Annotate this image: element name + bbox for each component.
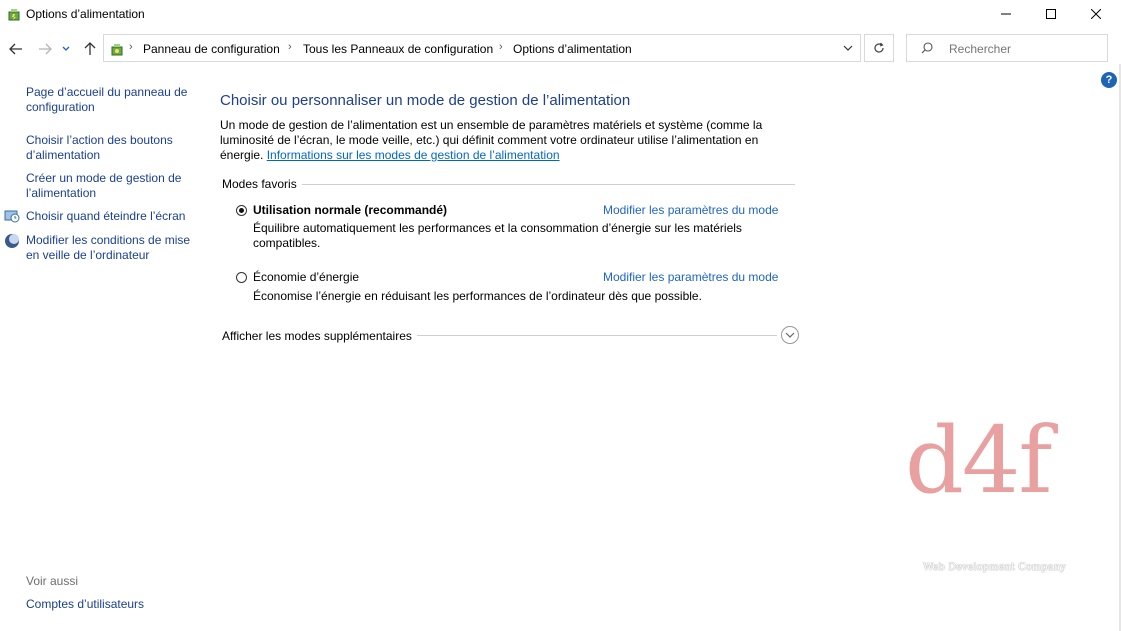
minimize-button[interactable] [983,0,1029,28]
up-button[interactable] [81,40,99,58]
plan-description-balanced: Équilibre automatiquement les performances et la consommation d’énergie sur les matériels compatibles. [253,221,742,250]
more-plans-divider [417,335,777,336]
refresh-button[interactable] [864,34,894,62]
plan-radio-balanced[interactable] [236,205,247,216]
chevron-right-icon: › [499,41,503,53]
watermark-tagline: Web Development Company [923,562,1066,573]
power-options-icon [6,6,22,22]
close-icon [1091,9,1101,19]
page-description [220,118,780,163]
chevron-right-icon: › [288,41,292,53]
sidebar-link-control-panel-home[interactable]: Page d’accueil du panneau de configuration [26,85,188,114]
chevron-right-icon: › [129,41,133,53]
favorites-label: Modes favoris [222,177,302,191]
chevron-down-icon [62,46,70,52]
plan-name-balanced[interactable]: Utilisation normale (recommandé) [253,203,448,217]
recent-locations-button[interactable] [60,40,72,58]
show-more-plans-label[interactable]: Afficher les modes supplémentaires [222,329,412,343]
description-text: Un mode de gestion de l’alimentation est un ensemble de paramètres matériels et système (comme la luminosité de l’écran, le mode veille, etc.) qui définit comment votre ordinateur utilise l’alimentation en énergie. [220,118,763,162]
plan-settings-link-power-saver[interactable]: Modifier les paramètres du mode [603,270,779,284]
plan-description-power-saver: Économise l’énergie en réduisant les performances de l’ordinateur dès que possible. [253,289,702,303]
plan-settings-link-balanced[interactable]: Modifier les paramètres du mode [603,203,779,217]
expand-more-plans-button[interactable] [781,326,799,344]
breadcrumb-all-control-panels[interactable]: Tous les Panneaux de configuration [303,42,494,56]
breadcrumb-power-options[interactable]: Options d’alimentation [513,42,632,56]
back-button[interactable] [7,40,25,58]
search-icon [921,42,933,54]
chevron-down-icon [785,332,795,338]
sidebar-link-display-off[interactable]: Choisir quand éteindre l’écran [26,209,186,223]
arrow-up-icon [84,42,96,56]
page-title: Choisir ou personnaliser un mode de gestion de l’alimentation [220,92,631,109]
refresh-icon [873,42,885,54]
sidebar-link-power-buttons[interactable]: Choisir l’action des boutons d’alimentation [26,133,173,162]
search-input[interactable] [947,41,1106,57]
arrow-right-icon [38,43,52,55]
address-dropdown-button[interactable] [839,39,857,57]
sidebar-link-user-accounts[interactable]: Comptes d’utilisateurs [26,597,145,611]
info-link[interactable]: Informations sur les modes de gestion de l’alimentation [266,148,560,162]
control-panel-icon [108,40,126,58]
arrow-left-icon [9,43,23,55]
plan-name-power-saver[interactable]: Économie d’énergie [253,270,360,284]
close-button[interactable] [1073,0,1119,28]
search-box[interactable] [906,34,1108,62]
monitor-clock-icon [4,208,20,224]
title-bar [0,0,1121,30]
sidebar-link-sleep-settings[interactable]: Modifier les conditions de mise en veille de l’ordinateur [26,233,191,262]
help-icon[interactable]: ? [1101,72,1117,88]
favorites-divider [222,184,795,185]
chevron-down-icon [843,45,853,51]
forward-button[interactable] [36,40,54,58]
watermark-logo: d4f [905,407,1051,514]
breadcrumb-control-panel[interactable]: Panneau de configuration [143,42,280,56]
see-also-label: Voir aussi [26,574,79,588]
sidebar-link-create-plan[interactable]: Créer un mode de gestion de l’alimentation [26,171,182,200]
window-title: Options d’alimentation [26,7,145,21]
address-bar[interactable] [103,34,861,62]
maximize-icon [1046,9,1056,19]
plan-radio-power-saver[interactable] [236,272,247,283]
maximize-button[interactable] [1028,0,1074,28]
moon-sleep-icon [4,233,20,249]
minimize-icon [1001,9,1011,19]
